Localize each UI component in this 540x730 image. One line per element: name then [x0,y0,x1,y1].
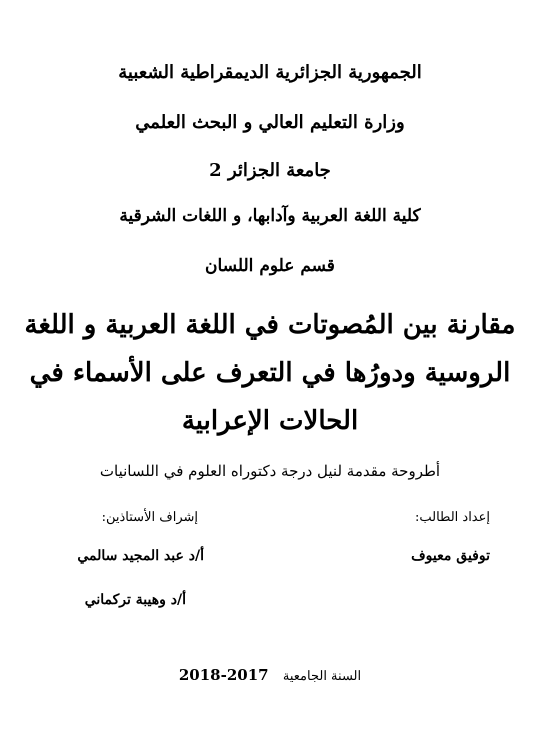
student-label: إعداد الطالب: [414,510,490,525]
thesis-title-line-3: الحالات الإعرابية [181,406,359,436]
university-name: جامعة الجزائر 2 [209,160,331,181]
faculty-name: كلية اللغة العربية وآدابها، و اللغات الشرقية [119,206,421,226]
supervisor-1-name: أ/د عبد المجيد سالمي [77,548,204,564]
academic-year-label: السنة الجامعية [282,669,362,684]
student-name: توفيق معيوف [411,548,490,564]
supervisor-2-name: أ/د وهيبة تركماني [84,592,186,608]
supervisors-label: إشراف الأستاذين: [101,510,198,525]
academic-year-line [0,666,540,684]
thesis-title-line-1: مقارنة بين المُصوتات في اللغة العربية و اللغة [24,310,516,340]
thesis-subtitle: أطروحة مقدمة لنيل درجة دكتوراه العلوم في اللسانيات [99,462,441,480]
department-name: قسم علوم اللسان [205,256,335,276]
academic-year-value: 2017-2018 [178,666,269,684]
ministry-name: وزارة التعليم العالي و البحث العلمي [135,112,405,133]
republic-name: الجمهورية الجزائرية الديمقراطية الشعبية [118,62,422,83]
thesis-title-line-2: الروسية ودورُها في التعرف على الأسماء في [29,358,511,388]
